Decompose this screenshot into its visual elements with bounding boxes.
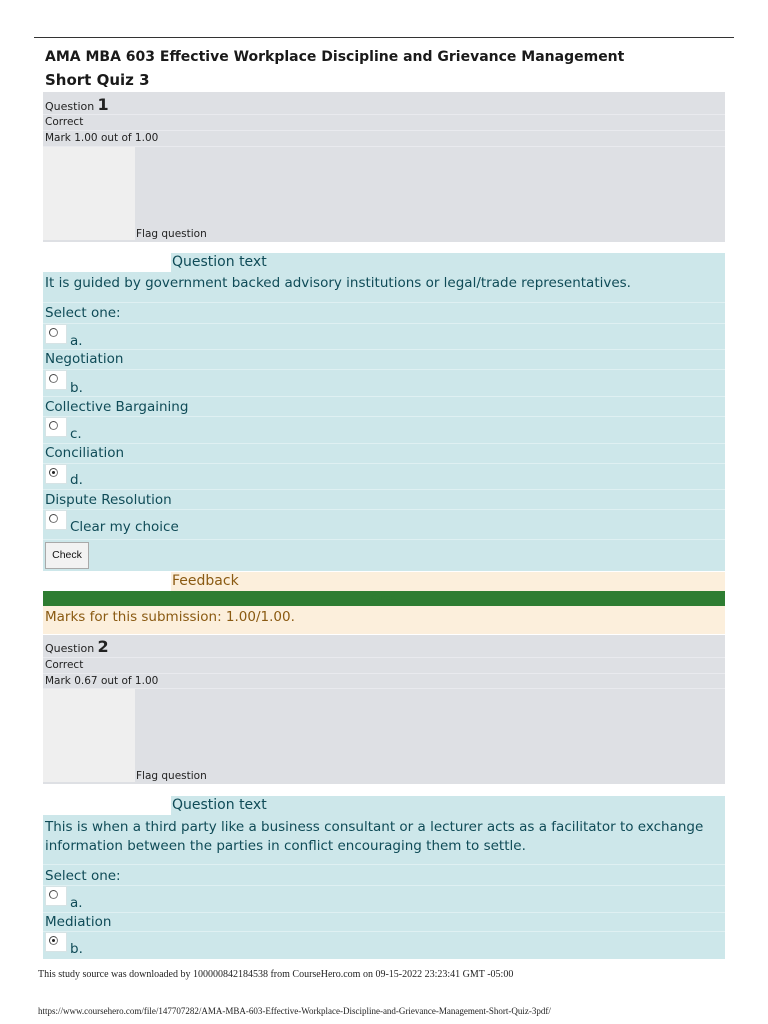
question-2-text-heading: Question text: [172, 797, 267, 813]
question-2-text-line-1: This is when a third party like a business consultant or a lecturer acts as a facilitator to exchange: [45, 819, 704, 835]
clear-choice-link[interactable]: Clear my choice: [70, 519, 179, 535]
feedback-panel: [43, 572, 725, 634]
page-title: AMA MBA 603 Effective Workplace Discipline and Grievance Management: [45, 49, 625, 65]
option-a-letter: a.: [70, 333, 83, 349]
flag-icon[interactable]: [43, 689, 135, 782]
question-2-mark: Mark 0.67 out of 1.00: [45, 675, 159, 687]
option-a-label[interactable]: Negotiation: [45, 351, 124, 367]
option-c-label[interactable]: Conciliation: [45, 445, 125, 461]
option-a-label[interactable]: Mediation: [45, 914, 112, 930]
option-b-label[interactable]: Collective Bargaining: [45, 399, 189, 415]
option-d-radio[interactable]: [45, 464, 67, 484]
question-2-content: [43, 796, 725, 959]
question-1-heading: Question 1: [45, 95, 109, 114]
question-1-mark: Mark 1.00 out of 1.00: [45, 132, 159, 144]
clear-choice-radio[interactable]: [45, 510, 67, 530]
select-one-label: Select one:: [45, 305, 121, 321]
question-1-info: [43, 92, 725, 242]
flag-question-link[interactable]: Flag question: [136, 770, 207, 782]
option-c-letter: c.: [70, 426, 82, 442]
option-b-radio[interactable]: [45, 932, 67, 952]
marks-for-submission: Marks for this submission: 1.00/1.00.: [45, 609, 295, 625]
question-1-status: Correct: [45, 116, 84, 128]
flag-question-link[interactable]: Flag question: [136, 228, 207, 240]
option-a-radio[interactable]: [45, 324, 67, 344]
quiz-title: Short Quiz 3: [45, 71, 150, 89]
question-1-text: It is guided by government backed advisory institutions or legal/trade representatives.: [45, 275, 631, 291]
option-d-label[interactable]: Dispute Resolution: [45, 492, 172, 508]
option-a-letter: a.: [70, 895, 83, 911]
select-one-label: Select one:: [45, 868, 121, 884]
question-2-number: 2: [97, 637, 109, 656]
header-rule: [34, 37, 734, 38]
download-notice: This study source was downloaded by 100000842184538 from CourseHero.com on 09-15-2022 23:23:41 GMT -05:00: [38, 969, 514, 980]
question-1-number: 1: [97, 95, 109, 114]
question-2-status: Correct: [45, 659, 84, 671]
option-b-letter: b.: [70, 380, 83, 396]
question-2-info: [43, 635, 725, 784]
option-b-radio[interactable]: [45, 370, 67, 390]
question-2-heading: Question 2: [45, 637, 109, 656]
feedback-heading: Feedback: [172, 573, 239, 589]
feedback-correct-text: Correct: [371, 594, 397, 602]
source-url[interactable]: https://www.coursehero.com/file/147707282/AMA-MBA-603-Effective-Workplace-Discipline-and-Grievance-Management-Short-Quiz-3pdf/: [38, 1006, 551, 1016]
question-2-text-line-2: information between the parties in conflict encouraging them to settle.: [45, 838, 526, 854]
feedback-correct-bar: [43, 591, 725, 606]
option-a-radio[interactable]: [45, 886, 67, 906]
flag-icon[interactable]: [43, 147, 135, 240]
question-1-text-heading: Question text: [172, 254, 267, 270]
option-c-radio[interactable]: [45, 417, 67, 437]
question-1-content: [43, 253, 725, 571]
option-b-letter: b.: [70, 941, 83, 957]
option-d-letter: d.: [70, 472, 83, 488]
check-button[interactable]: Check: [45, 542, 89, 569]
